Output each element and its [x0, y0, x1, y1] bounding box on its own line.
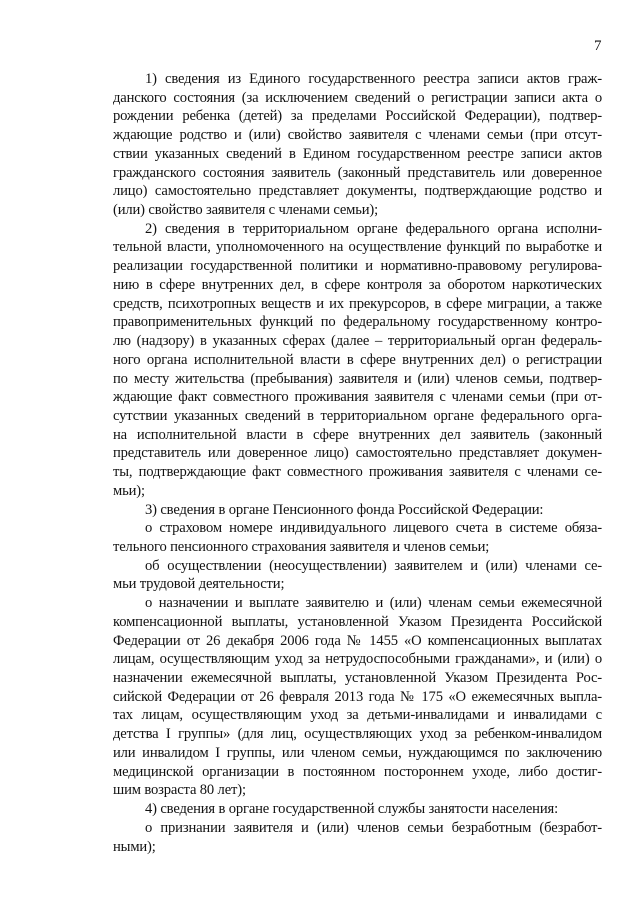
text-line: 2) сведения в территориальном органе федерального органа исполни-: [145, 220, 602, 237]
text-line: ными);: [113, 838, 156, 855]
page-number: 7: [594, 38, 602, 54]
text-line: ждающие факт совместного проживания заявителя с членами семьи (при от-: [113, 389, 602, 406]
text-line: ждающие родство и (или) свойство заявителя с членами семьи (при отсут-: [113, 127, 602, 144]
text-line: 3) сведения в органе Пенсионного фонда Российской Федерации:: [145, 501, 544, 518]
text-line: медицинской организации в постоянном постороннем уходе, либо достиг-: [113, 763, 602, 780]
text-line: представитель или доверенное лицо) самостоятельно представляет докумен-: [113, 445, 602, 462]
text-line: о назначении и выплате заявителю и (или) членам семьи ежемесячной: [145, 595, 602, 612]
text-line: (или) свойство заявителя с членами семьи);: [113, 202, 379, 219]
text-line: сутствии указанных сведений в территориальном органе федерального орга-: [113, 407, 602, 424]
text-line: о страховом номере индивидуального лицевого счета в системе обяза-: [145, 520, 602, 537]
text-line: лицам, осуществляющим уход за нетрудоспособными гражданами», и (или) о: [113, 651, 602, 668]
text-line: мьи трудовой деятельности;: [113, 576, 285, 593]
text-line: лицо) самостоятельно представляет документы, подтверждающие родство и: [113, 183, 602, 200]
text-line: детства I группы» (для лиц, осуществляющих уход за ребенком-инвалидом: [113, 726, 602, 743]
text-line: данского состояния (за исключением сведений о регистрации записи акта о: [113, 89, 602, 106]
text-line: ствии указанных сведений в Едином государственном реестре записи актов: [113, 145, 602, 162]
text-line: тельного пенсионного страхования заявителя и членов семьи;: [113, 539, 490, 555]
text-line: по месту жительства (пребывания) заявителя и (или) членов семьи, подтвер-: [113, 370, 602, 387]
text-line: или инвалидом I группы, или членом семьи, нуждающимся по заключению: [113, 744, 602, 761]
text-line: 1) сведения из Единого государственного реестра записи актов граж-: [145, 71, 602, 87]
text-line: компенсационной выплаты, установленной Указом Президента Российской: [113, 613, 602, 630]
text-line: нию в сфере внутренних дел, в сфере контроля за оборотом наркотических: [113, 276, 602, 293]
text-line: тельной власти, уполномоченного на осуществление функций по выработке и: [113, 239, 602, 256]
text-line: об осуществлении (неосуществлении) заявителем и (или) членами се-: [145, 557, 602, 574]
text-line: лю (надзору) в указанных сферах (далее – территориальный орган федераль-: [113, 333, 602, 350]
text-line: о признании заявителя и (или) членов семьи безработным (безработ-: [145, 819, 602, 836]
text-line: гражданского состояния заявитель (законный представитель или доверенное: [113, 164, 602, 181]
text-line: средств, психотропных веществ и их прекурсоров, в сфере миграции, а также: [113, 295, 602, 312]
text-line: тах лицам, осуществляющим уход за детьми-инвалидами и инвалидами с: [113, 707, 602, 724]
text-line: реализации государственной политики и нормативно-правовому регулирова-: [113, 258, 602, 275]
text-line: рождении ребенка (детей) за пределами Российской Федерации), подтвер-: [113, 108, 602, 125]
text-line: назначении ежемесячной выплаты, установленной Указом Президента Рос-: [113, 670, 602, 687]
text-line: на исполнительной власти в сфере внутренних дел заявитель (законный: [113, 426, 602, 443]
text-line: правоприменительных функций по федеральному государственному контро-: [113, 314, 602, 331]
text-line: 4) сведения в органе государственной службы занятости населения:: [145, 801, 558, 818]
text-line: ного органа исполнительной власти в сфере внутренних дел) о регистрации: [113, 351, 602, 368]
text-line: мьи);: [113, 482, 145, 499]
text-line: шим возраста 80 лет);: [113, 782, 246, 799]
text-line: сийской Федерации от 26 февраля 2013 года № 175 «О ежемесячных выпла-: [113, 688, 602, 705]
text-line: Федерации от 26 декабря 2006 года № 1455 «О компенсационных выплатах: [113, 632, 602, 649]
text-line: ты, подтверждающие факт совместного проживания заявителя с членами се-: [113, 464, 602, 481]
